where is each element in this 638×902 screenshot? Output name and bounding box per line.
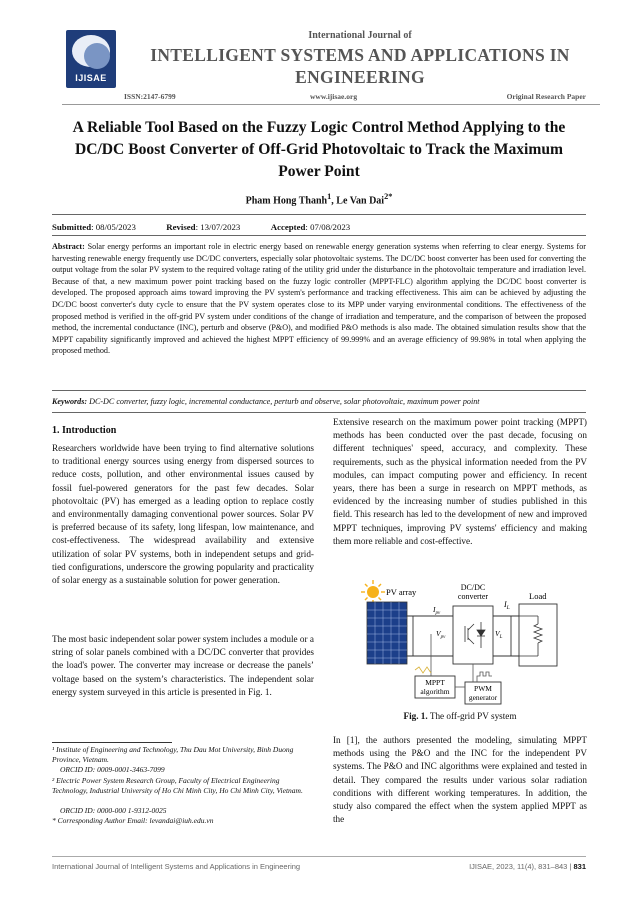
converter-box bbox=[453, 606, 493, 664]
header-rule bbox=[62, 104, 600, 105]
paragraph: Researchers worldwide have been trying to find alternative solutions to traditional energy sources using energy from dispersed sources to reduce costs, pollution, and other environmental issues caused by fossil fuel-powered generators for the past few decades. Solar photovoltaic (PV) has emerged as a leading option to replace costly and environmentally damaging conventional power sources. Solar PV is preferred because of its safety, long lifespan, low maintenance, and cost-effectiveness. The widespread availability and extensive utilization of solar PV systems, both in independent setups and grid-tied configurations, underscore the growing popularity and practicality of solar energy as a sustainable solution for power generation. bbox=[52, 443, 314, 586]
corresponding-author: * Corresponding Author Email: levandai@iuh.edu.vn bbox=[52, 816, 214, 825]
load-label: Load bbox=[529, 591, 547, 601]
footnote-rule bbox=[52, 742, 172, 743]
footer-rule bbox=[52, 856, 586, 857]
divider bbox=[52, 214, 586, 215]
citation-text: IJISAE, 2023, 11(4), 831–843 | bbox=[469, 862, 572, 871]
page-number: 831 bbox=[573, 862, 586, 871]
generator-label: generator bbox=[468, 693, 498, 702]
footnote-1: ¹ Institute of Engineering and Technology, Thu Dau Mot University, Binh Duong Province, Vietnam. bbox=[52, 745, 294, 764]
author-affiliation: 2* bbox=[384, 192, 393, 201]
journal-name-line1: INTELLIGENT SYSTEMS AND APPLICATIONS IN bbox=[150, 45, 570, 65]
vl-label: $V_L$ bbox=[495, 629, 503, 640]
author-affiliation: 1 bbox=[327, 192, 332, 201]
accepted-label: Accepted bbox=[270, 222, 306, 232]
converter-label: converter bbox=[457, 592, 489, 601]
figure-caption-text: The off-grid PV system bbox=[429, 711, 517, 721]
footer-journal: International Journal of Intelligent Systems and Applications in Engineering bbox=[52, 862, 301, 871]
submitted-date: 08/05/2023 bbox=[95, 222, 136, 232]
section-heading: 1. Introduction bbox=[52, 425, 117, 436]
dates-row: Submitted: 08/05/2023 Revised: 13/07/2023 Accepted: 07/08/2023 bbox=[52, 222, 351, 232]
divider bbox=[52, 235, 586, 236]
author-name: Pham Hong Thanh bbox=[245, 195, 328, 207]
pwm-label: PWM bbox=[474, 684, 492, 693]
accepted-date: 07/08/2023 bbox=[310, 222, 351, 232]
journal-name-line2: ENGINEERING bbox=[295, 67, 425, 87]
divider bbox=[52, 390, 586, 391]
journal-website[interactable]: www.ijisae.org bbox=[310, 92, 358, 101]
pv-panel-icon bbox=[367, 602, 407, 664]
paper-title: A Reliable Tool Based on the Fuzzy Logic Control Method Applying to the DC/DC Boost Converter of Off-Grid Photovoltaic to Track the Maximum Power Point bbox=[72, 119, 566, 180]
logo-text: IJISAE bbox=[75, 73, 107, 83]
off-grid-pv-diagram bbox=[353, 578, 573, 706]
pv-array-label: PV array bbox=[386, 587, 417, 597]
abstract-text: Solar energy performs an important role in electric energy based on renewable energy generation systems when referring to clear energy. Systems for harvesting renewable energy frequently use DC/DC converters, especially solar photovoltaic systems. The DC/DC boost converter has been used for converting the output voltage from the solar PV system to the required voltage rating of the utility grid under the disturbance in the photovoltaic temperature and irradiation level. Because of that, a new maximum power point tracking based on the fuzzy logic controller (MPPT-FLC) algorithm applying the DC/DC boost converter is developed. The proposed approach aims toward improving the PV system's performance and tracking effectiveness. This aim can be achieved by adjusting the DC/DC boost converter's duty cycle to ensure that the PV system operates close to its MPP under varying environmental conditions. The effectiveness of the proposed method is verified in the off-grid PV system under conditions of the change of irradiation and temperature, and the comparison of between the proposed method, the incremental conductance (INC), perturb and observe (P&O), and modified P&O methods is also made. The obtained simulation results show that the MPPT capability significantly improved and achieved the highest MPPT efficiency of 99.999% and an average efficiency of 99.98% in total when applying the proposed method. bbox=[52, 242, 586, 356]
vpv-label: $V_{pv}$ bbox=[436, 629, 446, 640]
paragraph: The most basic independent solar power system includes a module or a string of solar panels combined with a DC/DC converter that provides the load's power. The converter may increase or decrease the panels’ voltage based on the system’s characteristics. The independent solar energy system surveyed in this article is presented in Fig. 1. bbox=[52, 634, 314, 697]
footnote-2-orcid: ORCID ID: 0000-000 1-9312-0025 bbox=[60, 806, 167, 815]
divider bbox=[52, 412, 586, 413]
abstract-label: Abstract: bbox=[52, 242, 85, 251]
sensor-wave bbox=[415, 667, 431, 673]
sun-icon bbox=[361, 580, 385, 604]
ipv-label: $I_{pv}$ bbox=[433, 605, 441, 616]
il-label: $I_L$ bbox=[504, 600, 510, 611]
footnote-1-orcid: ORCID ID: 0009-0001-3463-7099 bbox=[60, 765, 165, 774]
article-type: Original Research Paper bbox=[506, 92, 586, 101]
dcdc-label: DC/DC bbox=[460, 583, 486, 592]
load-box bbox=[519, 604, 557, 666]
keywords bbox=[52, 397, 586, 406]
journal-prefix: International Journal of bbox=[308, 30, 412, 41]
paragraph: Extensive research on the maximum power point tracking (MPPT) methods has been conducted over the past decade, focusing on different techniques' speed, accuracy, and complexity. These requirements, such as the physical information needed from the PV modules, can impact computing power and efficiency. In recent years, there has been a surge in research on MPPT methods, as evidenced by the increasing number of studies published in this field. This research has led to the development of new and improved MPPT techniques, improving PV systems' efficiency and making them more reliable and cost-effective. bbox=[333, 417, 587, 546]
mppt-label: MPPT bbox=[425, 678, 445, 687]
author-name: Le Van Dai bbox=[336, 195, 385, 207]
issn: ISSN:2147-6799 bbox=[124, 92, 176, 101]
revised-date: 13/07/2023 bbox=[200, 222, 241, 232]
abstract bbox=[52, 241, 586, 357]
journal-name bbox=[120, 44, 600, 88]
keywords-text: DC-DC converter, fuzzy logic, incremental conductance, perturb and observe, solar photovoltaic, maximum power point bbox=[89, 397, 480, 406]
figure-label: Fig. 1. bbox=[403, 711, 428, 721]
footer-citation bbox=[469, 862, 586, 871]
footnote-2: ² Electric Power System Research Group, Faculty of Electrical Engineering Technology, Industrial University of Ho Chi Minh City, Ho Chi Minh City, Vietnam. bbox=[52, 776, 303, 795]
authors: Pham Hong Thanh$^1$, Le Van Dai$^{2*}$ bbox=[245, 192, 393, 207]
figure-caption bbox=[333, 711, 587, 721]
revised-label: Revised bbox=[166, 222, 196, 232]
journal-logo bbox=[66, 30, 116, 88]
keywords-label: Keywords: bbox=[52, 397, 88, 406]
algorithm-label: algorithm bbox=[420, 687, 450, 696]
submitted-label: Submitted bbox=[52, 222, 92, 232]
paragraph: In [1], the authors presented the modeling, simulating MPPT methods using the P&O and the INC for the independent PV systems. The P&O and INC algorithms were explained and tested in detail. They compared the results under various solar radiation conditions with different working temperatures. In addition, the study also compared the effect when the system applied MPPT as the bbox=[333, 735, 587, 825]
